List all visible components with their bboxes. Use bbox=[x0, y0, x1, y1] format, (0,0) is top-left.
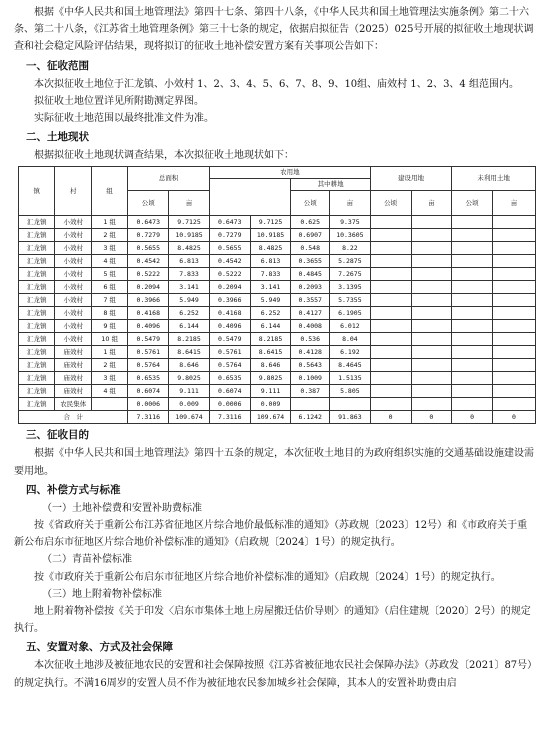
cell-empty bbox=[493, 333, 536, 346]
cell-total-ha: 0.4542 bbox=[128, 255, 169, 268]
cell-town: 汇龙镇 bbox=[19, 229, 55, 242]
total-cell: 109.674 bbox=[250, 411, 291, 424]
cell-group: 2 组 bbox=[91, 229, 127, 242]
section-4a-paragraph: 按《省政府关于重新公布江苏省征地区片综合地价最低标准的通知》（苏政规〔2023〕12号）和《市政府关于重新公布启东市征地区片综合地价补偿标准的通知》（启政规〔2024〕1号）的规定执行。 bbox=[14, 520, 528, 549]
cell-group: 3 组 bbox=[91, 372, 127, 385]
table-header-row-1 bbox=[19, 167, 536, 179]
header-village: 村 bbox=[55, 167, 91, 216]
cell-agri-ha: 0.6074 bbox=[209, 385, 250, 398]
cell-group: 2 组 bbox=[91, 359, 127, 372]
cell-empty bbox=[411, 255, 452, 268]
table-row bbox=[19, 307, 536, 320]
cell-town: 汇龙镇 bbox=[19, 346, 55, 359]
cell-agri-mu: 9.7125 bbox=[250, 216, 291, 229]
cell-farmland-ha: 0.625 bbox=[291, 216, 330, 229]
cell-empty bbox=[452, 242, 493, 255]
cell-empty bbox=[411, 359, 452, 372]
cell-empty bbox=[452, 255, 493, 268]
cell-total-ha: 0.3966 bbox=[128, 294, 169, 307]
cell-town: 汇龙镇 bbox=[19, 398, 55, 411]
cell-farmland-mu: 6.012 bbox=[330, 320, 371, 333]
cell-empty bbox=[493, 307, 536, 320]
cell-town: 汇龙镇 bbox=[19, 268, 55, 281]
cell-total-ha: 0.5761 bbox=[128, 346, 169, 359]
cell-town: 汇龙镇 bbox=[19, 333, 55, 346]
cell-village: 庙效村 bbox=[55, 359, 91, 372]
header-town: 镇 bbox=[19, 167, 55, 216]
cell-group: 7 组 bbox=[91, 294, 127, 307]
cell-empty bbox=[370, 229, 411, 242]
cell-total-ha: 0.5479 bbox=[128, 333, 169, 346]
section-5-paragraph-1: 本次征收土地涉及被征地农民的安置和社会保障按照《江苏省被征地农民社会保障办法》（苏政发〔2021〕87号）的规定执行。不满16周岁的安置人员不作为被征地农民参加城乡社会保障，其本人的安置补助费由启 bbox=[14, 660, 533, 689]
cell-total-mu: 7.833 bbox=[169, 268, 210, 281]
cell-agri-ha: 0.3966 bbox=[209, 294, 250, 307]
table-row bbox=[19, 281, 536, 294]
table-row bbox=[19, 372, 536, 385]
cell-village: 小效村 bbox=[55, 229, 91, 242]
total-cell: 91.863 bbox=[330, 411, 371, 424]
cell-village: 庙效村 bbox=[55, 385, 91, 398]
cell-empty bbox=[411, 242, 452, 255]
cell-total-ha: 0.5222 bbox=[128, 268, 169, 281]
cell-group: 1 组 bbox=[91, 216, 127, 229]
cell-empty bbox=[411, 398, 452, 411]
cell-farmland-mu: 8.22 bbox=[330, 242, 371, 255]
cell-empty bbox=[452, 229, 493, 242]
cell-farmland-ha: 0.387 bbox=[291, 385, 330, 398]
header-unit-ha: 公顷 bbox=[291, 191, 330, 216]
cell-empty bbox=[452, 333, 493, 346]
cell-empty bbox=[493, 320, 536, 333]
cell-empty bbox=[493, 255, 536, 268]
section-2-paragraph-1: 根据拟征收土地现状调查结果，本次拟征收土地现状如下： bbox=[34, 150, 294, 162]
cell-empty bbox=[493, 294, 536, 307]
cell-total-mu: 6.144 bbox=[169, 320, 210, 333]
cell-total-ha: 0.5655 bbox=[128, 242, 169, 255]
cell-group: 4 组 bbox=[91, 385, 127, 398]
cell-town: 汇龙镇 bbox=[19, 255, 55, 268]
table-row bbox=[19, 333, 536, 346]
cell-empty bbox=[370, 294, 411, 307]
cell-empty bbox=[452, 359, 493, 372]
header-unused-land: 未利用土地 bbox=[452, 167, 536, 191]
section-4b-paragraph: 按《市政府关于重新公布启东市征地区片综合地价补偿标准的通知》（启政规〔2024〕1号）的规定执行。 bbox=[34, 571, 501, 583]
cell-farmland-mu: 5.7355 bbox=[330, 294, 371, 307]
cell-farmland-mu: 7.2675 bbox=[330, 268, 371, 281]
cell-total-mu: 0.009 bbox=[169, 398, 210, 411]
cell-village: 小效村 bbox=[55, 307, 91, 320]
header-unit-mu: 亩 bbox=[330, 191, 371, 216]
cell-agri-mu: 8.646 bbox=[250, 359, 291, 372]
cell-farmland-mu: 10.3605 bbox=[330, 229, 371, 242]
cell-total-mu: 3.141 bbox=[169, 281, 210, 294]
cell-village: 小效村 bbox=[55, 216, 91, 229]
cell-total-mu: 8.6415 bbox=[169, 346, 210, 359]
cell-agri-ha: 0.5655 bbox=[209, 242, 250, 255]
table-row bbox=[19, 229, 536, 242]
cell-empty bbox=[493, 372, 536, 385]
cell-agri-mu: 0.009 bbox=[250, 398, 291, 411]
cell-total-ha: 0.0006 bbox=[128, 398, 169, 411]
section-4c-paragraph: 地上附着物补偿按《关于印发〈启东市集体土地上房屋搬迁估价导则〉的通知》（启住建规〔2020〕2号）的规定执行。 bbox=[14, 606, 531, 635]
cell-empty bbox=[493, 359, 536, 372]
cell-agri-mu: 6.813 bbox=[250, 255, 291, 268]
total-cell: 0 bbox=[411, 411, 452, 424]
total-cell: 0 bbox=[370, 411, 411, 424]
cell-agri-mu: 5.949 bbox=[250, 294, 291, 307]
cell-empty bbox=[452, 281, 493, 294]
total-cell: 0 bbox=[493, 411, 536, 424]
section-3-heading: 三、征收目的 bbox=[26, 429, 89, 442]
cell-total-ha: 0.6473 bbox=[128, 216, 169, 229]
header-unit-mu: 亩 bbox=[493, 191, 536, 216]
cell-agri-ha: 0.5764 bbox=[209, 359, 250, 372]
cell-agri-mu: 9.111 bbox=[250, 385, 291, 398]
cell-town: 汇龙镇 bbox=[19, 372, 55, 385]
header-unit-mu: 亩 bbox=[411, 191, 452, 216]
table-row bbox=[19, 242, 536, 255]
cell-farmland-ha: 0.5643 bbox=[291, 359, 330, 372]
cell-total-ha: 0.5764 bbox=[128, 359, 169, 372]
cell-empty bbox=[370, 281, 411, 294]
cell-total-mu: 5.949 bbox=[169, 294, 210, 307]
cell-town: 汇龙镇 bbox=[19, 385, 55, 398]
cell-town: 汇龙镇 bbox=[19, 294, 55, 307]
cell-agri-ha: 0.4542 bbox=[209, 255, 250, 268]
cell-empty bbox=[370, 307, 411, 320]
cell-agri-ha: 0.2094 bbox=[209, 281, 250, 294]
cell-group: 6 组 bbox=[91, 281, 127, 294]
cell-total-mu: 8.4825 bbox=[169, 242, 210, 255]
cell-empty bbox=[411, 216, 452, 229]
cell-empty bbox=[452, 216, 493, 229]
cell-agri-ha: 0.4096 bbox=[209, 320, 250, 333]
cell-total-mu: 8.646 bbox=[169, 359, 210, 372]
cell-village: 庙效村 bbox=[55, 372, 91, 385]
section-4a-heading: （一）土地补偿费和安置补助费标准 bbox=[42, 502, 202, 514]
cell-empty bbox=[493, 385, 536, 398]
cell-empty bbox=[411, 268, 452, 281]
cell-group: 3 组 bbox=[91, 242, 127, 255]
cell-total-ha: 0.6074 bbox=[128, 385, 169, 398]
cell-farmland-mu: 8.04 bbox=[330, 333, 371, 346]
cell-farmland-mu: 8.4645 bbox=[330, 359, 371, 372]
cell-farmland-mu: 6.192 bbox=[330, 346, 371, 359]
cell-empty bbox=[370, 320, 411, 333]
cell-agri-mu: 8.4825 bbox=[250, 242, 291, 255]
cell-empty bbox=[370, 216, 411, 229]
cell-town: 汇龙镇 bbox=[19, 307, 55, 320]
cell-farmland-ha: 0.4128 bbox=[291, 346, 330, 359]
cell-village: 农民集体 bbox=[55, 398, 91, 411]
total-cell: 7.3116 bbox=[128, 411, 169, 424]
cell-agri-ha: 0.0006 bbox=[209, 398, 250, 411]
cell-group: 9 组 bbox=[91, 320, 127, 333]
cell-total-mu: 9.8025 bbox=[169, 372, 210, 385]
cell-agri-ha: 0.4168 bbox=[209, 307, 250, 320]
section-3-paragraph-1: 根据《中华人民共和国土地管理法》第四十五条的规定，本次征收土地目的为政府组织实施的交通基础设施建设需要用地。 bbox=[14, 448, 534, 477]
cell-farmland-ha bbox=[291, 398, 330, 411]
cell-empty bbox=[493, 346, 536, 359]
section-5-heading: 五、安置对象、方式及社会保障 bbox=[26, 641, 173, 654]
cell-village: 小效村 bbox=[55, 320, 91, 333]
table-row bbox=[19, 385, 536, 398]
cell-farmland-ha: 0.3655 bbox=[291, 255, 330, 268]
cell-empty bbox=[370, 333, 411, 346]
header-group: 组 bbox=[91, 167, 127, 216]
table-row bbox=[19, 216, 536, 229]
cell-empty bbox=[411, 281, 452, 294]
cell-town: 汇龙镇 bbox=[19, 242, 55, 255]
cell-group: 5 组 bbox=[91, 268, 127, 281]
cell-agri-mu: 3.141 bbox=[250, 281, 291, 294]
cell-agri-ha: 0.7279 bbox=[209, 229, 250, 242]
cell-agri-ha: 0.6535 bbox=[209, 372, 250, 385]
section-1-paragraph-1: 本次拟征收土地位于汇龙镇、小效村 1、2、3、4、5、6、7、8、9、10组、庙效村 1、2、3、4 组范围内。 bbox=[34, 78, 519, 90]
cell-agri-mu: 8.6415 bbox=[250, 346, 291, 359]
cell-empty bbox=[370, 242, 411, 255]
cell-group: 4 组 bbox=[91, 255, 127, 268]
cell-empty bbox=[370, 346, 411, 359]
header-unit-mu: 亩 bbox=[169, 191, 210, 216]
intro-paragraph: 根据《中华人民共和国土地管理法》第四十七条、第四十八条，《中华人民共和国土地管理法实施条例》第二十六条、第二十八条，《江苏省土地管理条例》第三十七条的规定，依据启拟征告（2025）025号开展的拟征收土地现状调查和社会稳定风险评估结果，现将拟订的征收土地补偿安置方案有关事项公告如下： bbox=[14, 7, 534, 53]
table-row bbox=[19, 320, 536, 333]
cell-farmland-ha: 0.4008 bbox=[291, 320, 330, 333]
cell-empty bbox=[411, 372, 452, 385]
cell-total-ha: 0.2094 bbox=[128, 281, 169, 294]
cell-agri-mu: 6.144 bbox=[250, 320, 291, 333]
cell-agri-mu: 6.252 bbox=[250, 307, 291, 320]
cell-agri-mu: 7.833 bbox=[250, 268, 291, 281]
header-unit-ha: 公顷 bbox=[128, 191, 169, 216]
cell-empty bbox=[452, 268, 493, 281]
cell-group: 10 组 bbox=[91, 333, 127, 346]
cell-empty bbox=[493, 229, 536, 242]
cell-group: 8 组 bbox=[91, 307, 127, 320]
cell-town: 汇龙镇 bbox=[19, 281, 55, 294]
cell-empty bbox=[452, 385, 493, 398]
cell-empty bbox=[411, 229, 452, 242]
cell-village: 小效村 bbox=[55, 333, 91, 346]
section-1-heading: 一、征收范围 bbox=[26, 59, 89, 72]
cell-empty bbox=[493, 398, 536, 411]
table-row bbox=[19, 346, 536, 359]
section-1-paragraph-2: 拟征收土地位置详见所附勘测定界图。 bbox=[34, 95, 204, 107]
cell-empty bbox=[370, 255, 411, 268]
cell-farmland-mu: 1.5135 bbox=[330, 372, 371, 385]
cell-farmland-mu: 6.1905 bbox=[330, 307, 371, 320]
cell-total-mu: 8.2185 bbox=[169, 333, 210, 346]
cell-farmland-mu: 3.1395 bbox=[330, 281, 371, 294]
cell-farmland-ha: 0.1009 bbox=[291, 372, 330, 385]
section-1-paragraph-3: 实际征收土地范围以最终批准文件为准。 bbox=[34, 112, 214, 124]
cell-empty bbox=[452, 346, 493, 359]
cell-village: 小效村 bbox=[55, 242, 91, 255]
cell-empty bbox=[452, 398, 493, 411]
cell-town: 汇龙镇 bbox=[19, 320, 55, 333]
cell-town: 汇龙镇 bbox=[19, 216, 55, 229]
cell-empty bbox=[493, 242, 536, 255]
cell-empty bbox=[370, 268, 411, 281]
header-construction-land: 建设用地 bbox=[370, 167, 452, 191]
cell-empty bbox=[370, 385, 411, 398]
cell-empty bbox=[493, 281, 536, 294]
total-cell: 0 bbox=[452, 411, 493, 424]
cell-empty bbox=[493, 268, 536, 281]
cell-farmland-mu: 5.805 bbox=[330, 385, 371, 398]
cell-empty bbox=[452, 320, 493, 333]
cell-village: 庙效村 bbox=[55, 346, 91, 359]
cell-total-mu: 9.7125 bbox=[169, 216, 210, 229]
cell-empty bbox=[411, 333, 452, 346]
cell-farmland-ha: 0.4127 bbox=[291, 307, 330, 320]
cell-town: 汇龙镇 bbox=[19, 359, 55, 372]
cell-total-mu: 6.252 bbox=[169, 307, 210, 320]
cell-total-mu: 9.111 bbox=[169, 385, 210, 398]
cell-agri-ha: 0.5479 bbox=[209, 333, 250, 346]
cell-village: 小效村 bbox=[55, 294, 91, 307]
cell-group bbox=[91, 398, 127, 411]
total-cell: 7.3116 bbox=[209, 411, 250, 424]
header-of-which-farmland: 其中耕地 bbox=[291, 179, 370, 191]
cell-agri-ha: 0.5222 bbox=[209, 268, 250, 281]
table-row bbox=[19, 268, 536, 281]
cell-village: 小效村 bbox=[55, 281, 91, 294]
total-label: 合 计 bbox=[19, 411, 128, 424]
cell-agri-mu: 9.8025 bbox=[250, 372, 291, 385]
cell-village: 小效村 bbox=[55, 255, 91, 268]
header-agricultural-land: 农用地 bbox=[209, 167, 370, 179]
cell-empty bbox=[411, 320, 452, 333]
cell-farmland-mu: 5.2875 bbox=[330, 255, 371, 268]
cell-agri-ha: 0.5761 bbox=[209, 346, 250, 359]
cell-empty bbox=[411, 385, 452, 398]
cell-total-ha: 0.4168 bbox=[128, 307, 169, 320]
header-agri-blank bbox=[209, 179, 291, 216]
cell-empty bbox=[411, 294, 452, 307]
cell-empty bbox=[370, 398, 411, 411]
cell-empty bbox=[370, 372, 411, 385]
cell-empty bbox=[411, 307, 452, 320]
cell-empty bbox=[452, 372, 493, 385]
cell-total-mu: 10.9185 bbox=[169, 229, 210, 242]
section-4c-heading: （三）地上附着物补偿标准 bbox=[42, 588, 162, 600]
table-row bbox=[19, 255, 536, 268]
total-cell: 109.674 bbox=[169, 411, 210, 424]
header-total-area: 总面积 bbox=[128, 167, 210, 191]
cell-total-ha: 0.7279 bbox=[128, 229, 169, 242]
cell-agri-mu: 10.9185 bbox=[250, 229, 291, 242]
header-unit-ha: 公顷 bbox=[452, 191, 493, 216]
table-row bbox=[19, 359, 536, 372]
header-unit-ha: 公顷 bbox=[370, 191, 411, 216]
table-total-row bbox=[19, 411, 536, 424]
cell-empty bbox=[411, 346, 452, 359]
cell-empty bbox=[493, 216, 536, 229]
section-4b-heading: （二）青苗补偿标准 bbox=[42, 554, 132, 566]
cell-empty bbox=[452, 294, 493, 307]
cell-group: 1 组 bbox=[91, 346, 127, 359]
table-row bbox=[19, 294, 536, 307]
cell-farmland-ha: 0.3557 bbox=[291, 294, 330, 307]
land-status-table bbox=[18, 166, 536, 424]
total-cell: 6.1242 bbox=[291, 411, 330, 424]
cell-farmland-mu: 9.375 bbox=[330, 216, 371, 229]
cell-empty bbox=[452, 307, 493, 320]
table-row bbox=[19, 398, 536, 411]
cell-farmland-ha: 0.2093 bbox=[291, 281, 330, 294]
section-4-heading: 四、补偿方式与标准 bbox=[26, 483, 121, 496]
cell-total-ha: 0.6535 bbox=[128, 372, 169, 385]
cell-village: 小效村 bbox=[55, 268, 91, 281]
cell-total-ha: 0.4096 bbox=[128, 320, 169, 333]
cell-total-mu: 6.813 bbox=[169, 255, 210, 268]
cell-agri-mu: 8.2185 bbox=[250, 333, 291, 346]
cell-farmland-ha: 0.6907 bbox=[291, 229, 330, 242]
section-2-heading: 二、土地现状 bbox=[26, 131, 89, 144]
cell-farmland-ha: 0.536 bbox=[291, 333, 330, 346]
cell-agri-ha: 0.6473 bbox=[209, 216, 250, 229]
cell-farmland-ha: 0.4845 bbox=[291, 268, 330, 281]
cell-empty bbox=[370, 359, 411, 372]
cell-farmland-mu bbox=[330, 398, 371, 411]
cell-farmland-ha: 0.548 bbox=[291, 242, 330, 255]
